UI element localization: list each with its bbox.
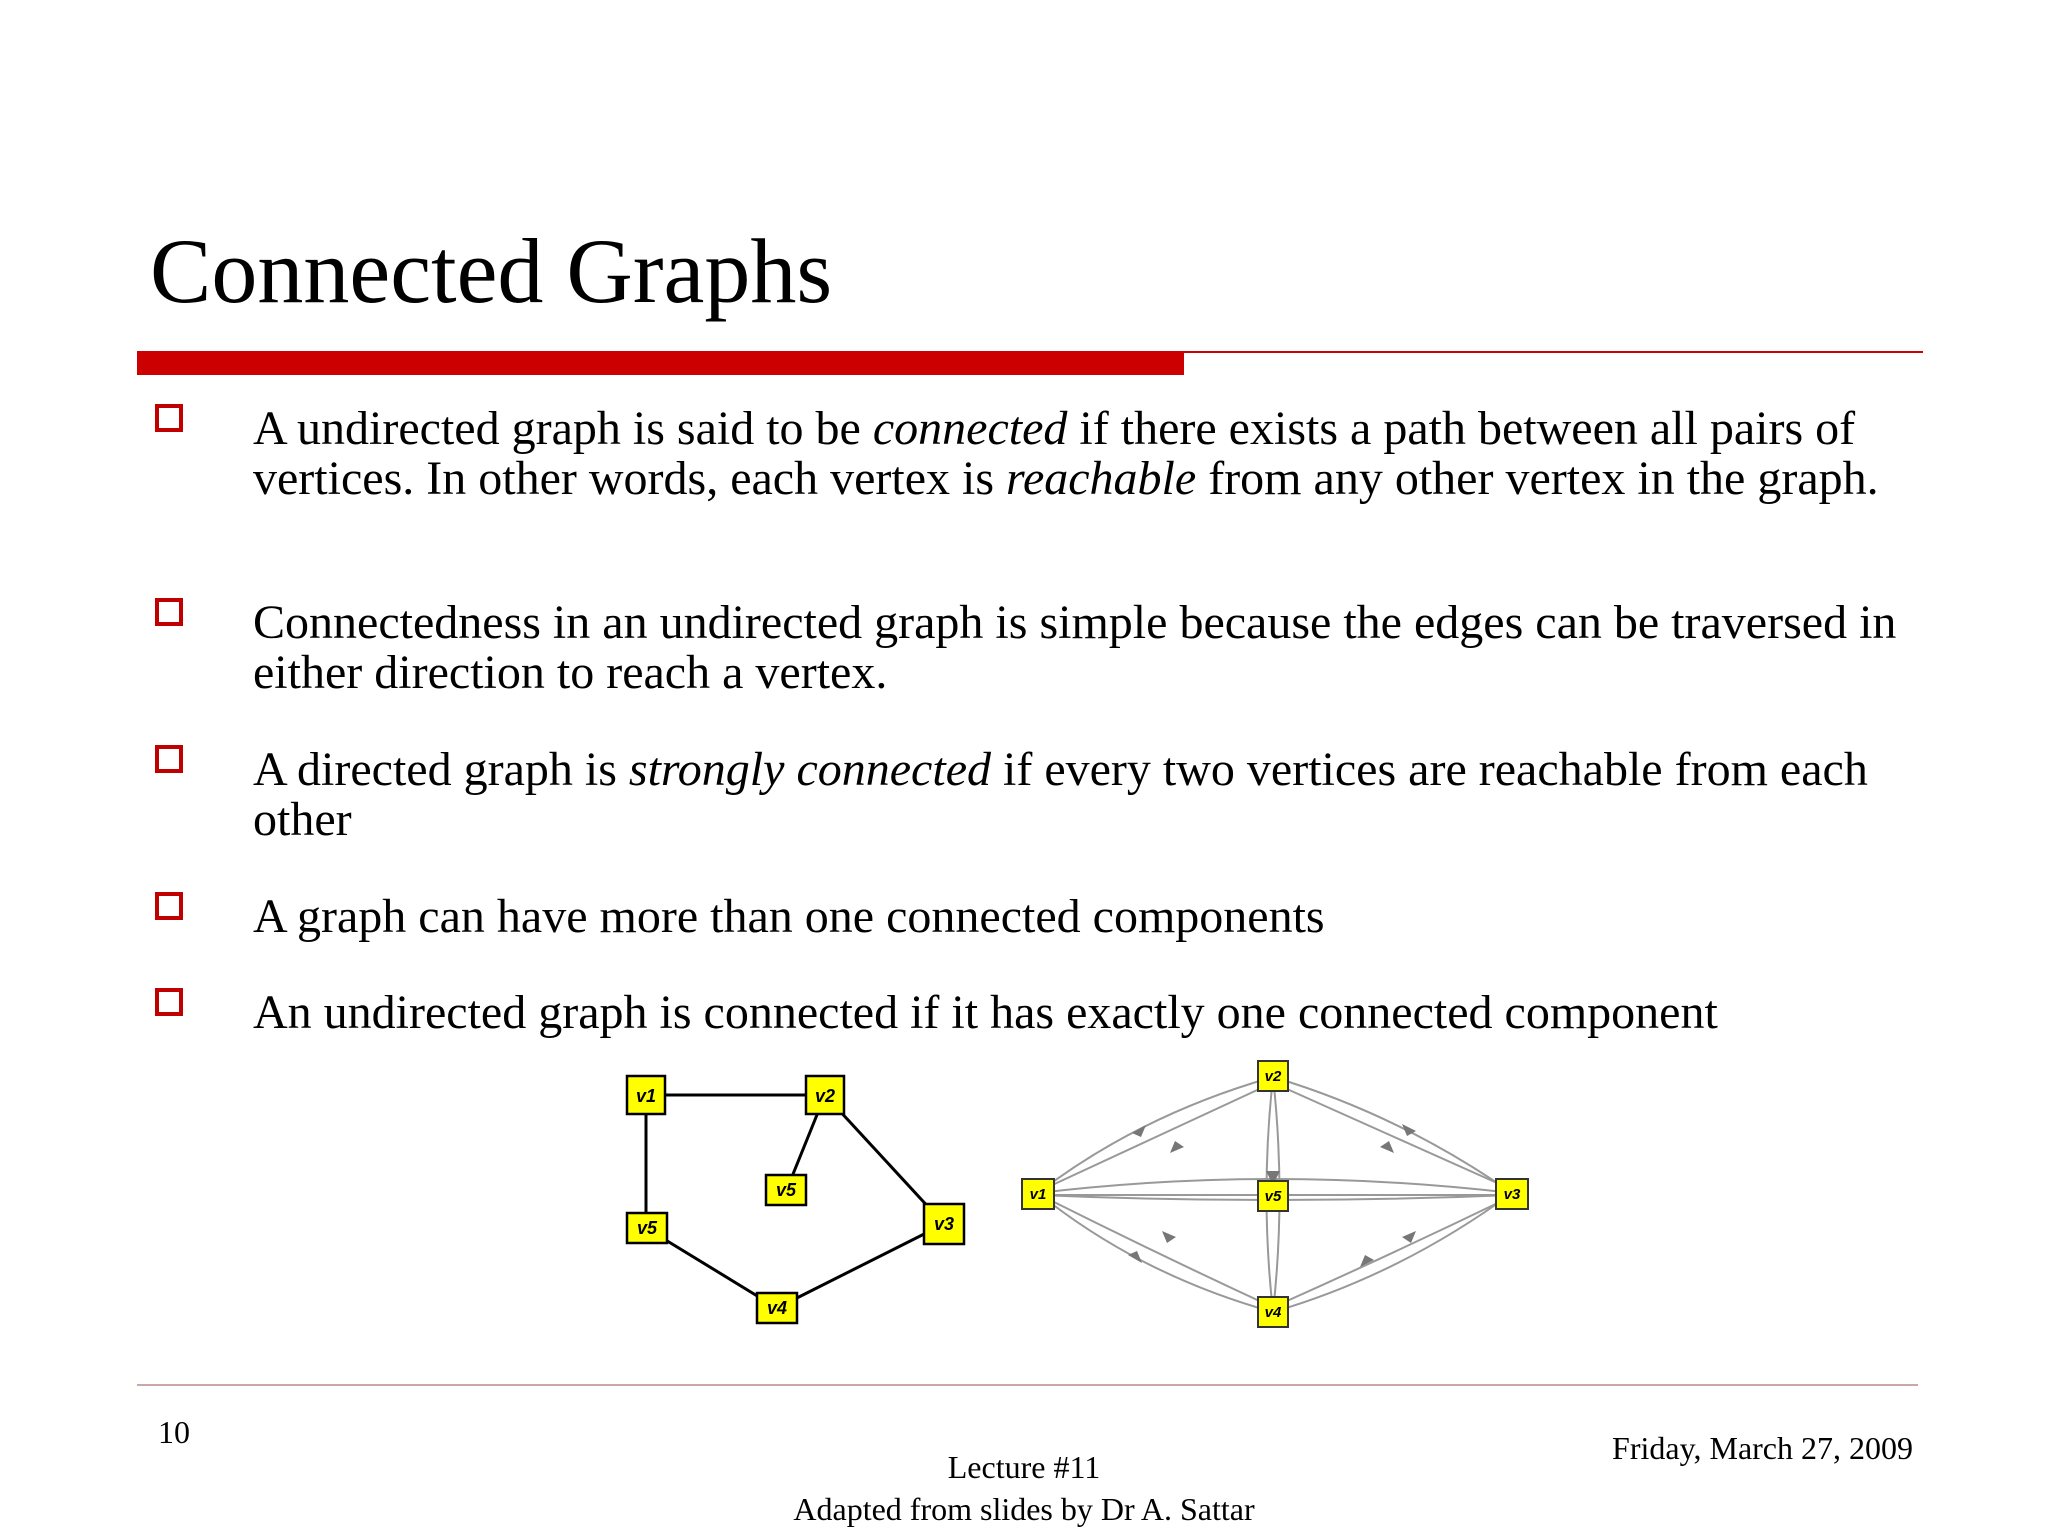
graph-edge xyxy=(1278,1199,1506,1305)
bullet-text xyxy=(253,598,1913,698)
bullet-text xyxy=(253,745,1913,845)
bullet-text-segment: from any other vertex in the graph. xyxy=(1196,452,1879,505)
graph-node xyxy=(766,1175,806,1205)
graph-edge xyxy=(777,1224,944,1308)
bullet-text-segment: if every two vertices are reachable from each other xyxy=(253,743,1868,846)
arrowhead-icon xyxy=(1128,1251,1142,1263)
footer-credit: Adapted from slides by Dr A. Sattar xyxy=(793,1491,1255,1527)
bullet-text-segment: Connectedness in an undirected graph is simple because the edges can be traversed in either direction to reach a vertex. xyxy=(253,596,1897,699)
node-label: v4 xyxy=(1264,1304,1282,1321)
page-number: 10 xyxy=(158,1414,190,1450)
node-label: v4 xyxy=(766,1298,788,1318)
bullet-text-segment: An undirected graph is connected if it has exactly one connected component xyxy=(253,986,1718,1039)
graph-node xyxy=(1258,1061,1288,1091)
checkbox-bullet-icon xyxy=(155,745,183,773)
bullet-text-italic: connected xyxy=(872,402,1068,455)
title-underline-thick xyxy=(137,351,1184,375)
bullet-text xyxy=(253,892,1913,942)
node-label: v2 xyxy=(814,1086,836,1106)
bullet-text-segment: if there exists a path between all pairs of vertices. In other words, each vertex is xyxy=(253,402,1856,505)
bullet-text-italic: strongly connected xyxy=(628,743,991,796)
node-label: v5 xyxy=(1264,1188,1282,1205)
undirected-graph-diagram xyxy=(620,1060,980,1335)
arrowhead-icon xyxy=(1380,1141,1394,1153)
checkbox-bullet-icon xyxy=(155,404,183,432)
graph-node xyxy=(1258,1297,1288,1327)
graph-edge xyxy=(1048,1085,1268,1187)
slide-title: Connected Graphs xyxy=(150,220,833,322)
directed-graph-diagram xyxy=(1010,1055,1560,1340)
node-label: v5 xyxy=(636,1218,658,1238)
footer-lecture: Lecture #11 xyxy=(947,1449,1101,1485)
arrowhead-icon xyxy=(1170,1141,1184,1153)
arrowhead-icon xyxy=(1402,1231,1416,1243)
arrowhead-icon xyxy=(1162,1231,1176,1243)
bullet-text xyxy=(253,404,1913,504)
bullet-text-segment: A undirected graph is said to be xyxy=(253,402,873,455)
bullet-text xyxy=(253,988,1913,1038)
node-label: v3 xyxy=(933,1214,955,1234)
graph-node xyxy=(806,1076,844,1114)
checkbox-bullet-icon xyxy=(155,892,183,920)
title-underline-thin xyxy=(1184,351,1923,353)
graph-node xyxy=(627,1213,667,1243)
node-label: v1 xyxy=(1029,1186,1047,1203)
graph-edge xyxy=(1048,1199,1268,1305)
node-label: v3 xyxy=(1503,1186,1521,1203)
graph-node xyxy=(1496,1179,1528,1209)
checkbox-bullet-icon xyxy=(155,988,183,1016)
bullet-text-segment: A graph can have more than one connected components xyxy=(253,890,1325,943)
graph-node xyxy=(1022,1179,1054,1209)
bullet-text-italic: reachable xyxy=(1006,452,1197,505)
checkbox-bullet-icon xyxy=(155,598,183,626)
graph-node xyxy=(627,1076,665,1114)
graph-edge xyxy=(1278,1085,1506,1187)
graph-node xyxy=(924,1204,964,1244)
footer-date: Friday, March 27, 2009 xyxy=(1612,1430,1913,1466)
graph-edge xyxy=(1273,1077,1512,1193)
graph-node xyxy=(1258,1181,1288,1211)
graph-node xyxy=(757,1293,797,1323)
footer-divider xyxy=(137,1384,1918,1386)
node-label: v1 xyxy=(635,1086,657,1106)
node-label: v2 xyxy=(1264,1068,1282,1085)
bullet-text-segment: A directed graph is xyxy=(253,743,629,796)
node-label: v5 xyxy=(775,1180,797,1200)
